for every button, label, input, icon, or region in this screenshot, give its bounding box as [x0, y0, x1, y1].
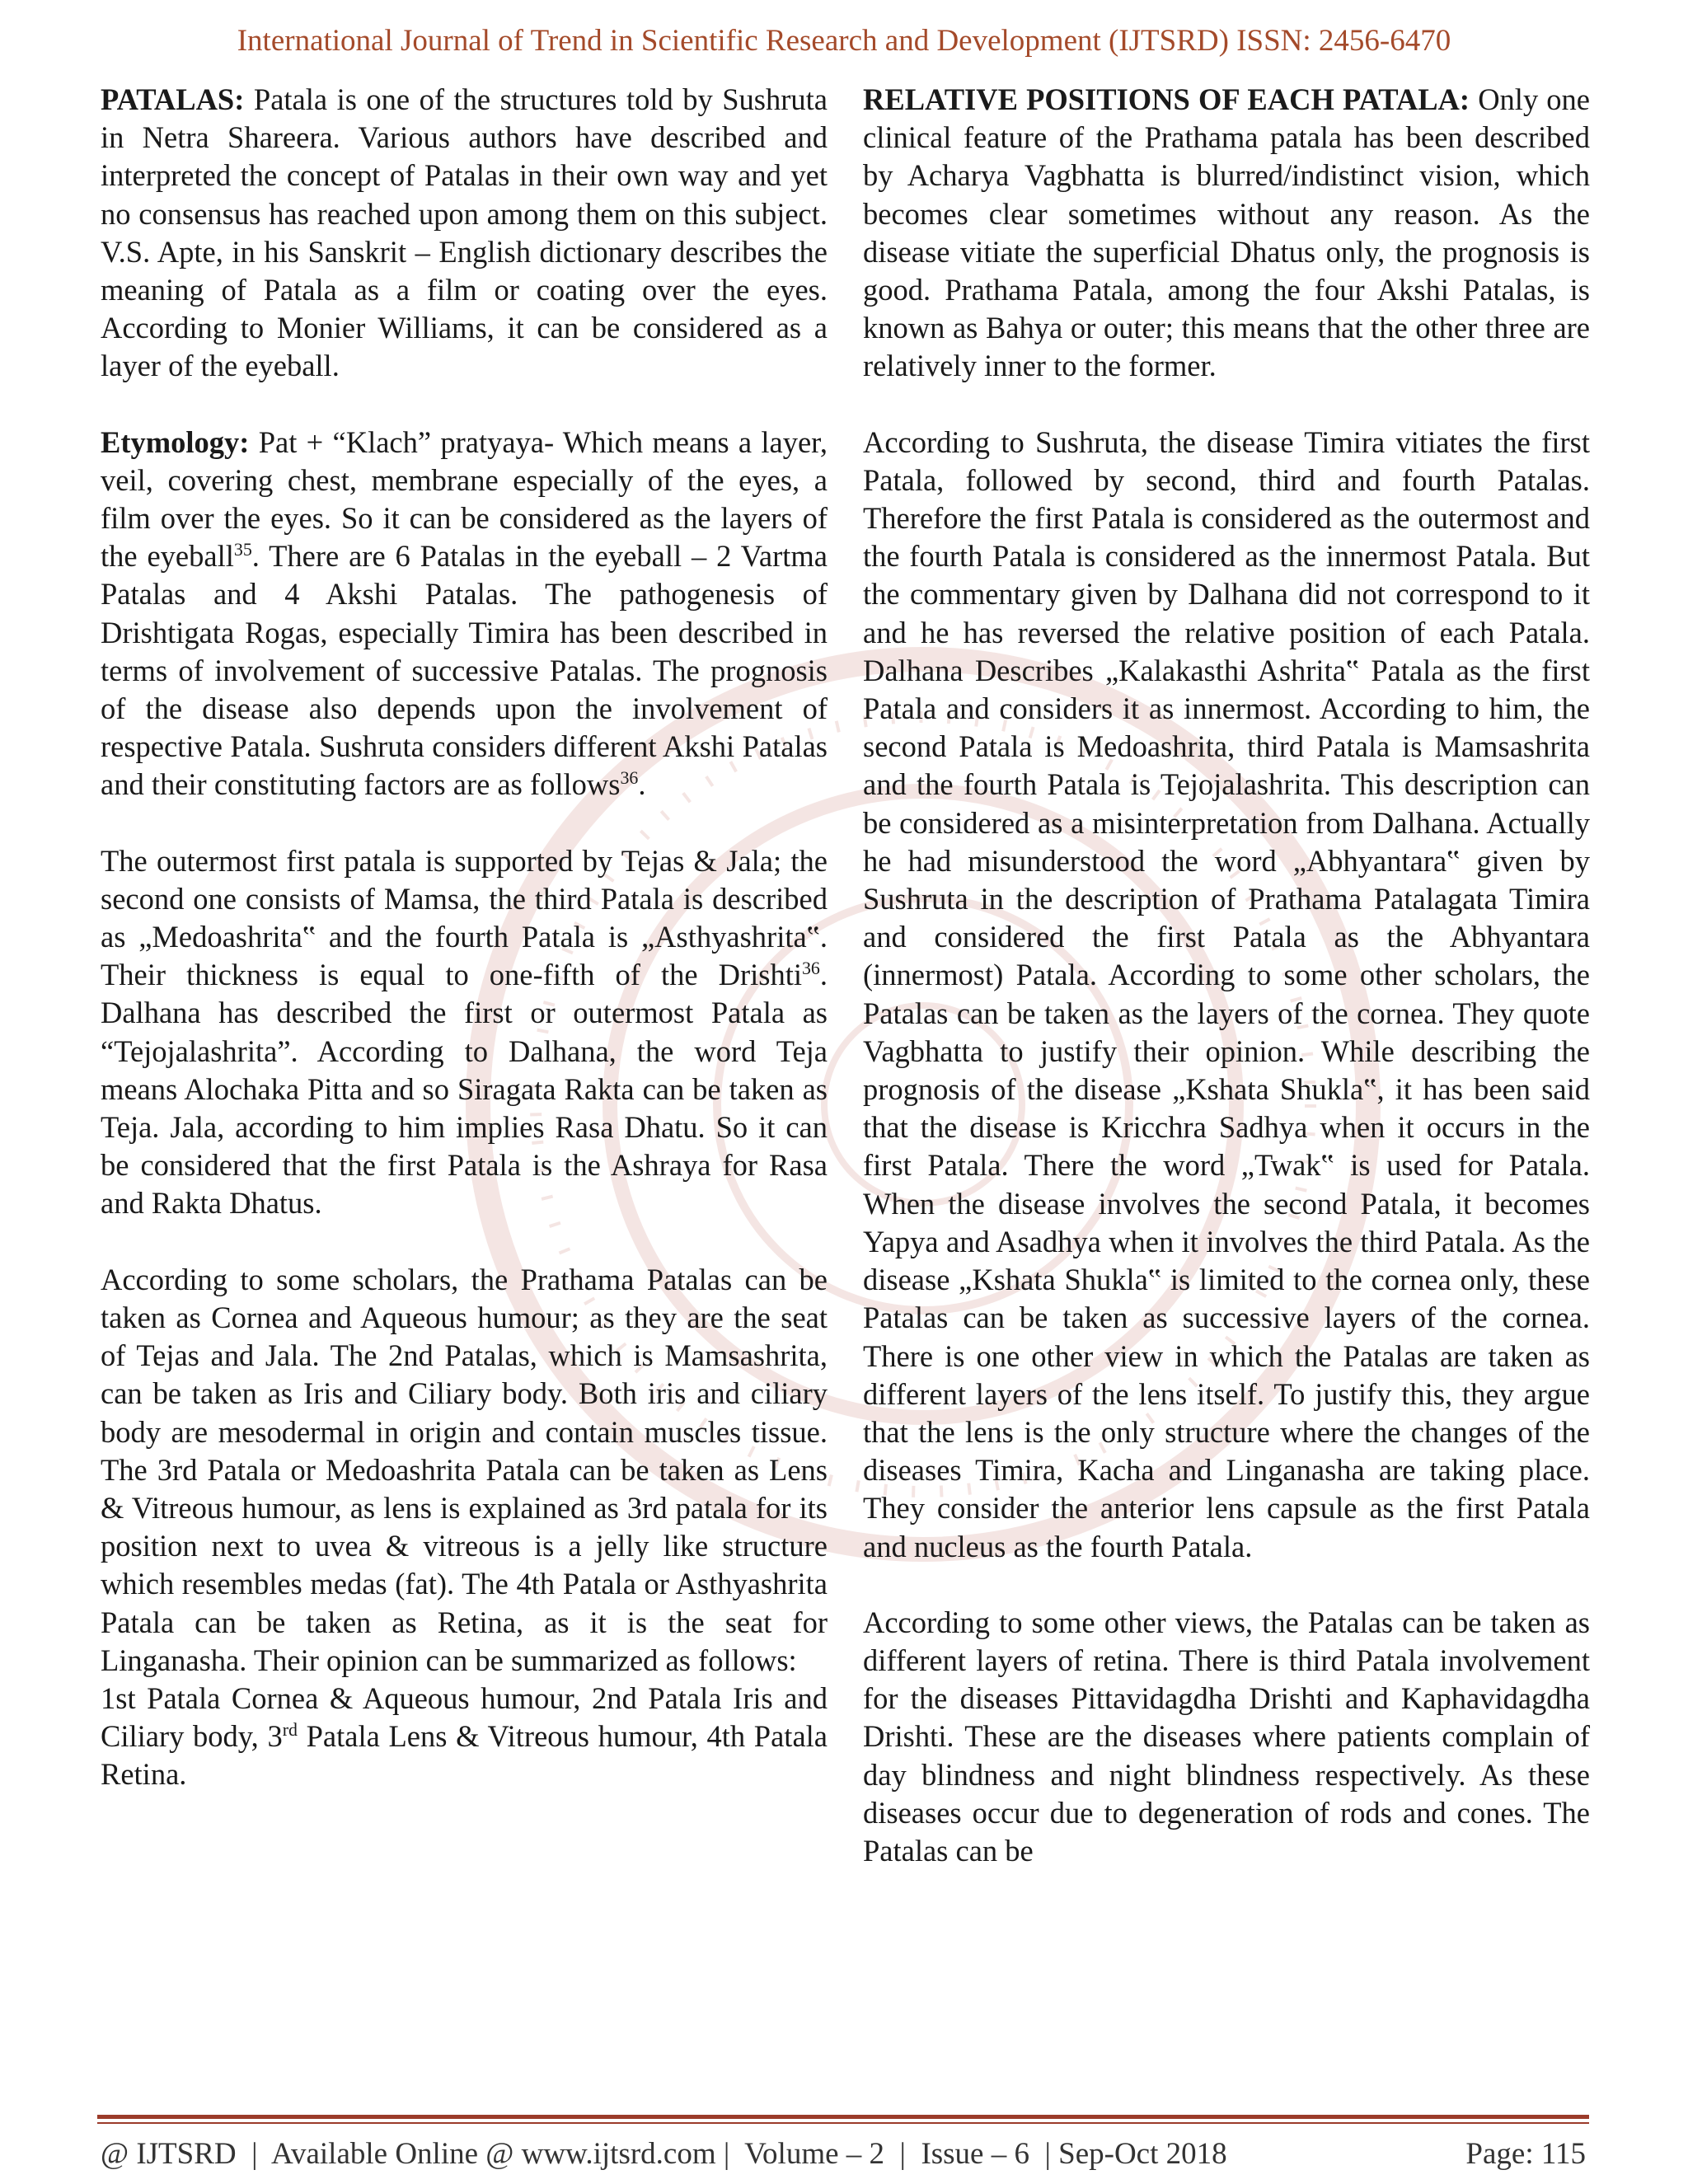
right-column: [863, 81, 1590, 1908]
etymology-heading: Etymology:: [101, 424, 250, 459]
etymology-paragraph: Etymology: Pat + “Klach” pratyaya- Which means a layer, veil, covering chest, membrane especially of the eyes, a film over the eyes. So it can be considered as the layers of the eyeball$^{35}$. There are 6 Patalas in the eyeball – 2 Vartma Patalas and 4 Akshi Patalas. The pathogenesis of Drishtigata Rogas, especially Timira has been described in terms of involvement of successive Patalas. The prognosis of the disease also depends upon the involvement of respective Patala. Sushruta considers different Akshi Patalas and their constituting factors are as follows$^{36}$.: [101, 424, 828, 802]
footer-publication-info: @ IJTSRD | Available Online @ www.ijtsrd.com | Volume – 2 | Issue – 6 | Sep-Oct 2018: [101, 2137, 1227, 2171]
left-column: [101, 81, 828, 1832]
page-number: Page: 115: [1465, 2137, 1586, 2171]
page-footer: [101, 2136, 1586, 2172]
scholars-paragraph: According to some scholars, the Prathama Patalas can be taken as Cornea and Aqueous humour; as they are the seat of Tejas and Jala. The 2nd Patalas, which is Mamsashrita, can be taken as Iris and Ciliary body. Both iris and ciliary body are mesodermal in origin and contain muscles tissue. The 3rd Patala or Medoashrita Patala can be taken as Lens & Vitreous humour, as lens is explained as 3rd patala for its position next to uvea & vitreous is a jelly like structure which resembles medas (fat). The 4th Patala or Asthyashrita Patala can be taken as Retina, as it is the seat for Linganasha. Their opinion can be summarized as follows:: [101, 1262, 828, 1677]
citation-36: 36: [620, 767, 639, 789]
sushruta-paragraph: According to Sushruta, the disease Timira vitiates the first Patala, followed by second, third and fourth Patalas. Therefore the first Patala is considered as the outermost and the fourth Patala is considered as the innermost Patala. But the commentary given by Dalhana did not correspond to it and he has reversed the relative position of each Patala. Dalhana Describes „Kalakasthi Ashrita‟ Patala as the first Patala and considers it as innermost. According to him, the second Patala is Medoashrita, third Patala is Mamsashrita and the fourth Patala is Tejojalashrita. This description can be considered as a misinterpretation from Dalhana. Actually he had misunderstood the word „Abhyantara‟ given by Sushruta in the description of Prathama Patalagata Timira and considered the first Patala as the Abhyantara (innermost) Patala. According to some other scholars, the Patalas can be taken as the layers of the cornea. They quote Vagbhatta to justify their opinion. While describing the prognosis of the disease „Kshata Shukla‟, it has been said that the disease is Kricchra Sadhya when it occurs in the first Patala. There the word „Twak‟ is used for Patala. When the disease involves the second Patala, it becomes Yapya and Asadhya when it involves the third Patala. As the disease „Kshata Shukla‟ is limited to the cornea only, these Patalas can be taken as successive layers of the cornea. There is one other view in which the Patalas are taken as different layers of the lens itself. To justify this, they argue that the lens is the only structure where the changes of the diseases Timira, Kacha and Linganasha are taking place. They consider the anterior lens capsule as the first Patala and nucleus as the fourth Patala.: [863, 424, 1590, 1563]
running-header: International Journal of Trend in Scientific Research and Development (IJTSRD) ISSN: 2456-6470: [237, 24, 1451, 58]
citation-36: 36: [801, 958, 820, 979]
patalas-heading: PATALAS:: [101, 82, 245, 116]
outermost-patala-paragraph: The outermost first patala is supported by Tejas & Jala; the second one consists of Mamsa, the third Patala is described as „Medoashrita‟ and the fourth Patala is „Asthyashrita‟. Their thickness is equal to one-fifth of the Drishti$^{36}$. Dalhana has described the first or outermost Patala as “Tejojalashrita”. According to Dalhana, the word Teja means Alochaka Pitta and so Siragata Rakta can be taken as Teja. Jala, according to him implies Rasa Dhatu. So it can be considered that the first Patala is the Ashraya for Rasa and Rakta Dhatus.: [101, 843, 828, 1221]
citation-35: 35: [233, 539, 252, 560]
patalas-paragraph: PATALAS: Patala is one of the structures told by Sushruta in Netra Shareera. Various authors have described and interpreted the concept of Patalas in their own way and yet no consensus has reached upon among them on this subject. V.S. Apte, in his Sanskrit – English dictionary describes the meaning of Patala as a film or coating over the eyes. According to Monier Williams, it can be considered as a layer of the eyeball.: [101, 82, 828, 383]
relative-positions-paragraph: RELATIVE POSITIONS OF EACH PATALA: Only one clinical feature of the Prathama patala has been described by Acharya Vagbhatta is blurred/indistinct vision, which becomes clear sometimes without any reason. As the disease vitiate the superficial Dhatus only, the prognosis is good. Prathama Patala, among the four Akshi Patalas, is known as Bahya or outer; this means that the other three are relatively inner to the former.: [863, 82, 1591, 383]
footer-rule: [97, 2115, 1589, 2119]
relative-positions-heading: RELATIVE POSITIONS OF EACH PATALA:: [863, 82, 1470, 116]
footer-rule-thin: [97, 2122, 1589, 2124]
summary-paragraph: 1st Patala Cornea & Aqueous humour, 2nd Patala Iris and Ciliary body, 3rd Patala Lens & Vitreous humour, 4th Patala Retina.: [101, 1680, 828, 1792]
retina-paragraph: According to some other views, the Patalas can be taken as different layers of retina. There is third Patala involvement for the diseases Pittavidagdha Drishti and Kaphavidagdha Drishti. These are the diseases where patients complain of day blindness and night blindness respectively. As these diseases occur due to degeneration of rods and cones. The Patalas can be: [863, 1605, 1590, 1868]
